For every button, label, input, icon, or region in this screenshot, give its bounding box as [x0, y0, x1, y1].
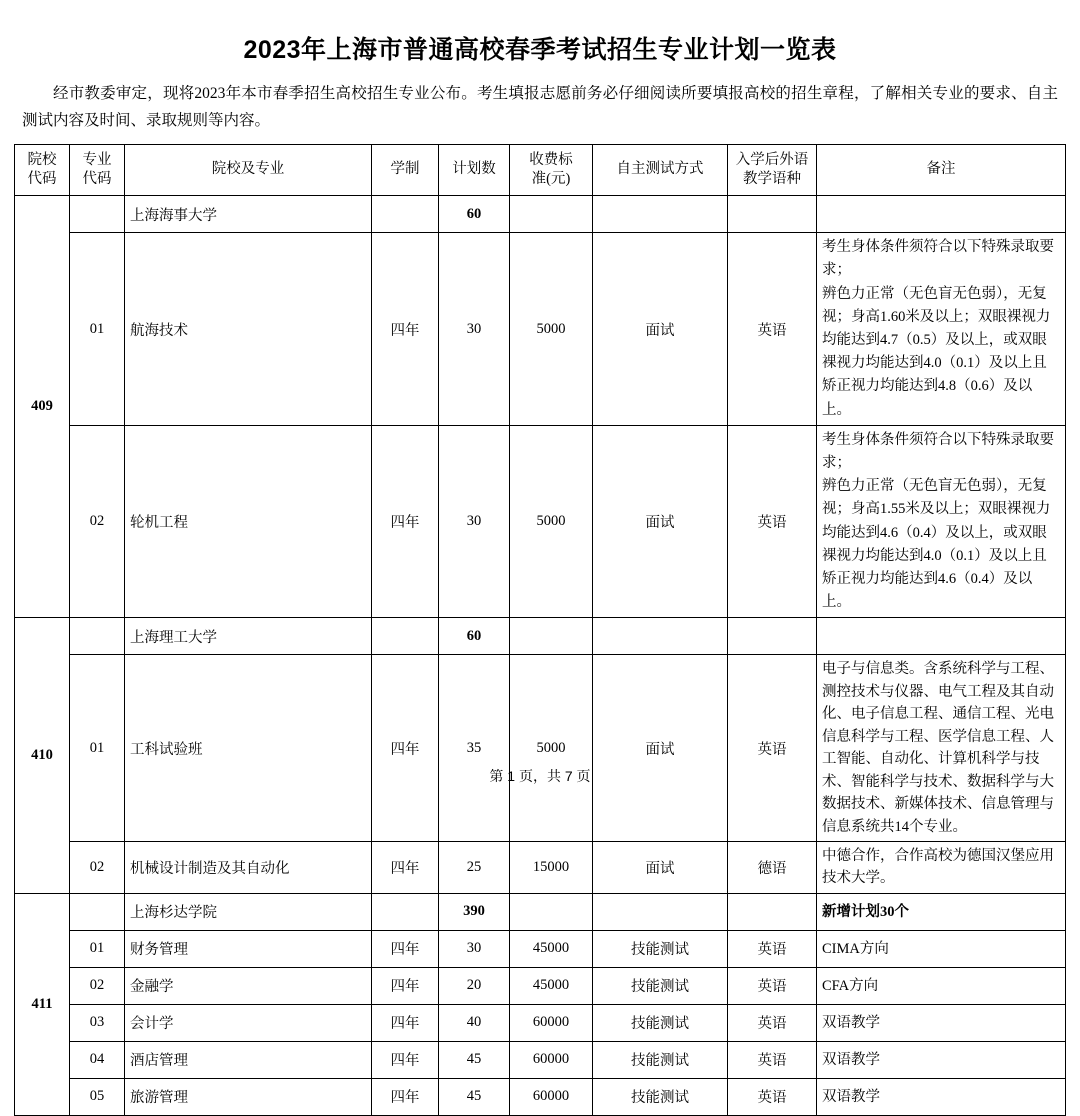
major-remark-cell: 双语教学 [817, 1004, 1066, 1041]
column-header-years: 学制 [372, 145, 439, 196]
school-row-remark [817, 618, 1066, 655]
major-remark-cell: CFA方向 [817, 967, 1066, 1004]
table-row [15, 930, 1066, 967]
major-code-cell: 01 [70, 930, 125, 967]
school-row-years [372, 893, 439, 930]
column-header-count: 计划数 [439, 145, 510, 196]
column-header-major-code [70, 145, 125, 196]
major-test-cell: 面试 [593, 425, 728, 618]
major-test-cell: 技能测试 [593, 1041, 728, 1078]
table-row [15, 967, 1066, 1004]
major-code-cell: 02 [70, 842, 125, 894]
major-fee-cell: 60000 [510, 1004, 593, 1041]
major-code-cell: 02 [70, 967, 125, 1004]
table-row [15, 655, 1066, 842]
major-years-cell: 四年 [372, 842, 439, 894]
column-header-fee-line2: 准(元) [531, 171, 571, 188]
major-remark-cell [817, 425, 1066, 618]
major-name-cell: 机械设计制造及其自动化 [125, 842, 372, 894]
major-test-cell: 面试 [593, 655, 728, 842]
major-count-cell: 20 [439, 967, 510, 1004]
school-row-language [728, 618, 817, 655]
major-remark-cell: CIMA方向 [817, 930, 1066, 967]
table-row [15, 1078, 1066, 1115]
table-header [15, 145, 1066, 196]
school-row-years [372, 618, 439, 655]
major-remark-cell: 双语教学 [817, 1041, 1066, 1078]
school-row-remark [817, 196, 1066, 233]
major-name-cell: 酒店管理 [125, 1041, 372, 1078]
column-header-school-code-line2: 代码 [27, 171, 57, 188]
major-fee-cell: 60000 [510, 1041, 593, 1078]
column-header-language [728, 145, 817, 196]
major-fee-cell: 45000 [510, 967, 593, 1004]
column-header-language-line1: 入学后外语 [735, 151, 809, 168]
major-count-cell: 25 [439, 842, 510, 894]
column-header-name: 院校及专业 [125, 145, 372, 196]
major-fee-cell: 60000 [510, 1078, 593, 1115]
major-fee-cell: 15000 [510, 842, 593, 894]
major-language-cell: 英语 [728, 1004, 817, 1041]
major-years-cell: 四年 [372, 1041, 439, 1078]
major-test-cell: 面试 [593, 233, 728, 426]
school-row-remark: 新增计划30个 [817, 893, 1066, 930]
major-count-cell: 35 [439, 655, 510, 842]
major-code-cell: 05 [70, 1078, 125, 1115]
major-remark-cell: 电子与信息类。含系统科学与工程、测控技术与仪器、电气工程及其自动化、电子信息工程、通信工程、光电信息科学与工程、医学信息工程、人工智能、自动化、计算机科学与技术、智能科学与技术、数据科学与大数据技术、新媒体技术、信息管理与信息系统共14个专业。 [817, 655, 1066, 842]
major-code-cell: 01 [70, 655, 125, 842]
column-header-fee [510, 145, 593, 196]
document-page [0, 30, 1080, 1107]
column-header-test: 自主测试方式 [593, 145, 728, 196]
column-header-fee-line1: 收费标 [529, 151, 573, 168]
column-header-major-code-line2: 代码 [82, 171, 112, 188]
column-header-school-code-line1: 院校 [27, 151, 57, 168]
table-row [15, 425, 1066, 618]
school-row-fee [510, 196, 593, 233]
school-row-years [372, 196, 439, 233]
major-test-cell: 技能测试 [593, 1004, 728, 1041]
major-years-cell: 四年 [372, 1078, 439, 1115]
major-language-cell: 德语 [728, 842, 817, 894]
major-name-cell: 旅游管理 [125, 1078, 372, 1115]
school-code-cell: 409 [15, 196, 70, 618]
major-name-cell: 财务管理 [125, 930, 372, 967]
school-code-cell: 410 [15, 618, 70, 894]
major-name-cell: 工科试验班 [125, 655, 372, 842]
major-language-cell: 英语 [728, 655, 817, 842]
school-row-test [593, 618, 728, 655]
school-total-count: 60 [439, 618, 510, 655]
major-code-cell: 04 [70, 1041, 125, 1078]
major-name-cell: 会计学 [125, 1004, 372, 1041]
major-name-cell: 金融学 [125, 967, 372, 1004]
school-row-major-code [70, 196, 125, 233]
table-row [15, 1004, 1066, 1041]
column-header-language-line2: 教学语种 [743, 171, 801, 188]
page-title: 2023年上海市普通高校春季考试招生专业计划一览表 [243, 36, 837, 64]
major-remark-cell-line: 辨色力正常（无色盲无色弱），无复视；身高1.55米及以上；双眼裸视力均能达到4.6（0.4）及以上，或双眼裸视力均能达到4.0（0.1）及以上且矫正视力均能达到4.6（0.4）及以上。 [822, 478, 1051, 611]
school-name-cell: 上海海事大学 [125, 196, 372, 233]
major-count-cell: 30 [439, 930, 510, 967]
school-row-language [728, 893, 817, 930]
major-language-cell: 英语 [728, 233, 817, 426]
major-language-cell: 英语 [728, 1078, 817, 1115]
page-footer: 第 1 页，共 7 页 [489, 768, 591, 784]
major-test-cell: 技能测试 [593, 1078, 728, 1115]
major-code-cell: 02 [70, 425, 125, 618]
major-language-cell: 英语 [728, 930, 817, 967]
school-row-fee [510, 893, 593, 930]
school-name-cell: 上海杉达学院 [125, 893, 372, 930]
school-row-test [593, 893, 728, 930]
major-name-cell: 轮机工程 [125, 425, 372, 618]
school-code-cell: 411 [15, 893, 70, 1115]
table-body [15, 196, 1066, 1116]
major-fee-cell: 45000 [510, 930, 593, 967]
major-name-cell: 航海技术 [125, 233, 372, 426]
major-test-cell: 面试 [593, 842, 728, 894]
school-summary-row [15, 618, 1066, 655]
major-remark-cell-line: 辨色力正常（无色盲无色弱），无复视；身高1.60米及以上；双眼裸视力均能达到4.7（0.5）及以上，或双眼裸视力均能达到4.0（0.1）及以上且矫正视力均能达到4.8（0.6）及以上。 [822, 285, 1051, 418]
major-count-cell: 30 [439, 233, 510, 426]
column-header-school-code [15, 145, 70, 196]
major-test-cell: 技能测试 [593, 967, 728, 1004]
school-total-count: 60 [439, 196, 510, 233]
major-count-cell: 30 [439, 425, 510, 618]
major-count-cell: 40 [439, 1004, 510, 1041]
major-language-cell: 英语 [728, 425, 817, 618]
intro-paragraph: 经市教委审定，现将2023年本市春季招生高校招生专业公布。考生填报志愿前务必仔细阅读所要填报高校的招生章程，了解相关专业的要求、自主测试内容及时间、录取规则等内容。 [22, 85, 1058, 130]
major-remark-cell: 双语教学 [817, 1078, 1066, 1115]
major-years-cell: 四年 [372, 967, 439, 1004]
school-summary-row [15, 893, 1066, 930]
major-language-cell: 英语 [728, 1041, 817, 1078]
school-row-language [728, 196, 817, 233]
school-name-cell: 上海理工大学 [125, 618, 372, 655]
school-row-fee [510, 618, 593, 655]
school-row-major-code [70, 618, 125, 655]
major-years-cell: 四年 [372, 233, 439, 426]
major-remark-cell-line: 考生身体条件须符合以下特殊录取要求； [822, 431, 1054, 471]
table-header-row [15, 145, 1066, 196]
major-language-cell: 英语 [728, 967, 817, 1004]
major-fee-cell: 5000 [510, 655, 593, 842]
major-years-cell: 四年 [372, 655, 439, 842]
major-remark-cell: 中德合作，合作高校为德国汉堡应用技术大学。 [817, 842, 1066, 894]
major-count-cell: 45 [439, 1078, 510, 1115]
major-code-cell: 01 [70, 233, 125, 426]
major-remark-cell-line: 考生身体条件须符合以下特殊录取要求； [822, 239, 1054, 279]
major-years-cell: 四年 [372, 425, 439, 618]
school-total-count: 390 [439, 893, 510, 930]
column-header-remark: 备注 [817, 145, 1066, 196]
table-row [15, 233, 1066, 426]
admission-plan-table [14, 144, 1066, 1116]
major-years-cell: 四年 [372, 1004, 439, 1041]
major-code-cell: 03 [70, 1004, 125, 1041]
school-summary-row [15, 196, 1066, 233]
school-row-test [593, 196, 728, 233]
table-row [15, 842, 1066, 894]
major-count-cell: 45 [439, 1041, 510, 1078]
major-years-cell: 四年 [372, 930, 439, 967]
major-test-cell: 技能测试 [593, 930, 728, 967]
table-row [15, 1041, 1066, 1078]
major-remark-cell [817, 233, 1066, 426]
column-header-major-code-line1: 专业 [82, 151, 112, 168]
major-fee-cell: 5000 [510, 233, 593, 426]
school-row-major-code [70, 893, 125, 930]
major-fee-cell: 5000 [510, 425, 593, 618]
